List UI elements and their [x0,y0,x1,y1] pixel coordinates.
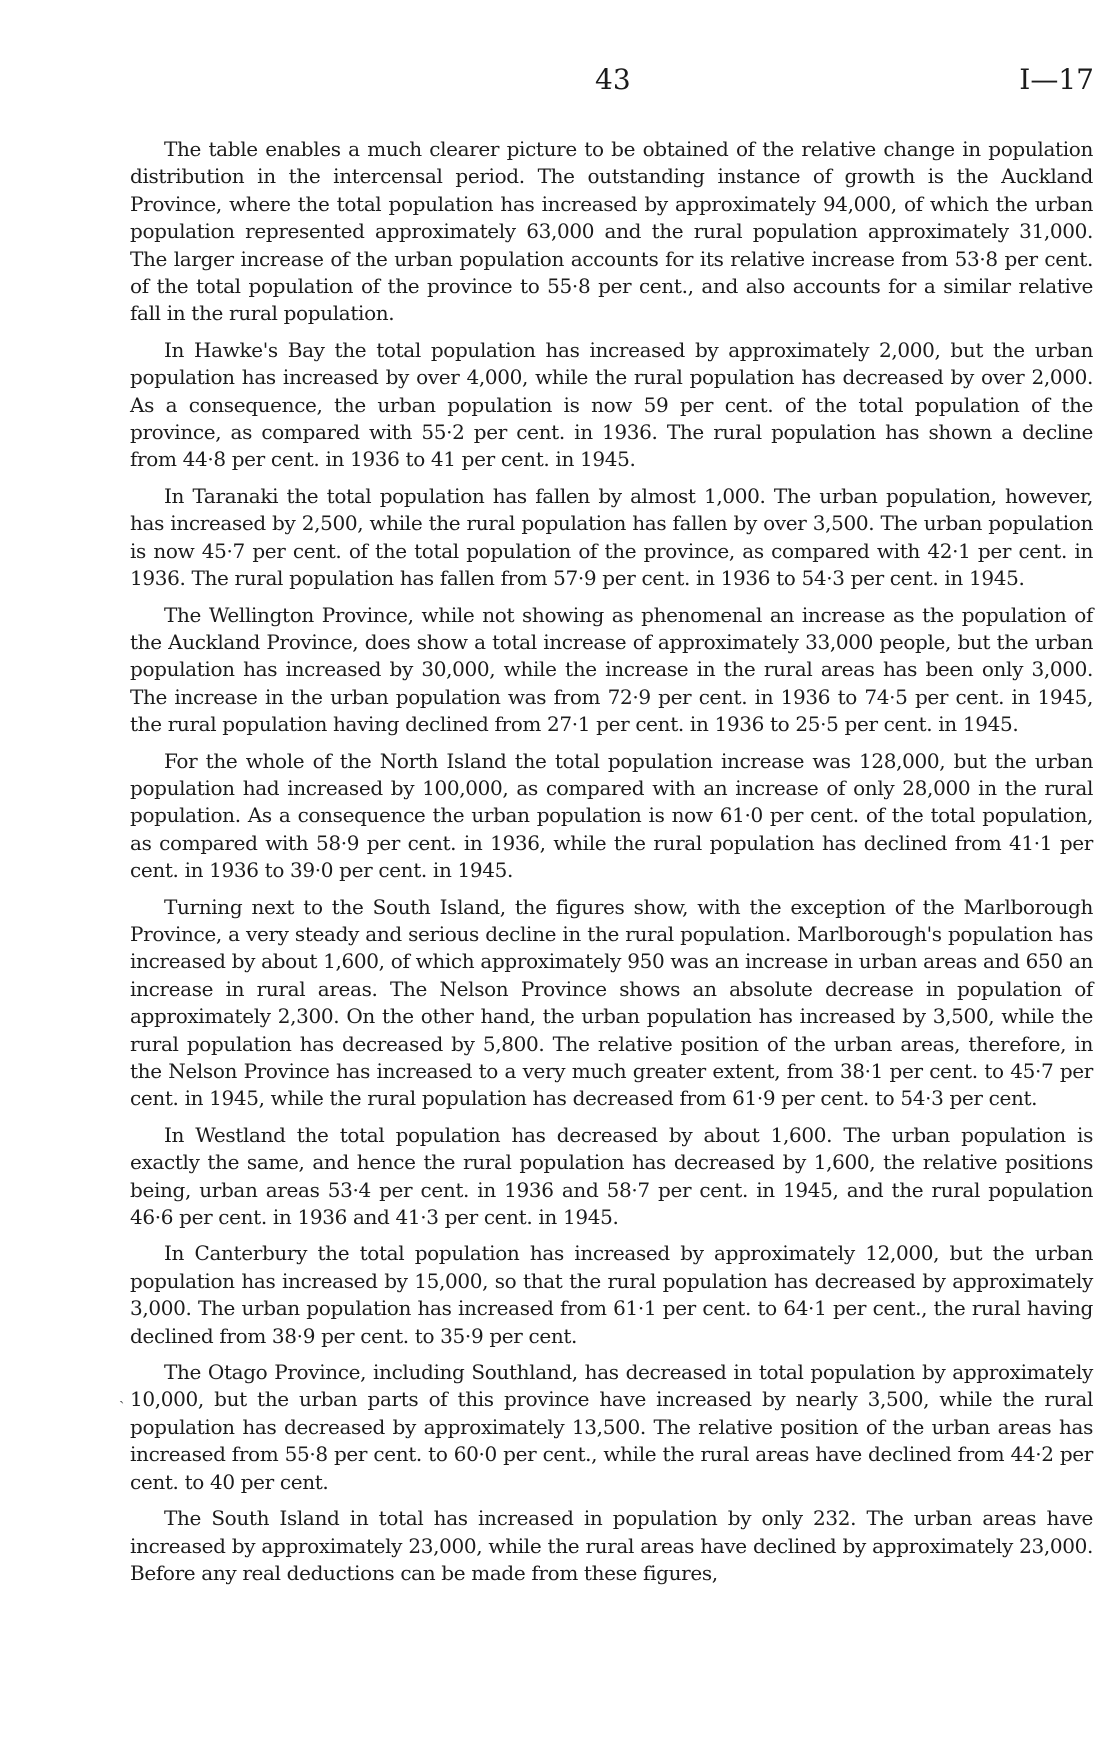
body-text [130,136,1093,1596]
paragraph-otago: The Otago Province, including Southland, has decreased in total population by approximately 10,000, but the urban parts of this province have increased by nearly 3,500, while the rural population has decreased by approximately 13,500. The relative position of the urban areas has increased from 55·8 per cent. to 60·0 per cent., while the rural areas have declined from 44·2 per cent. to 40 per cent. [130,1360,1093,1494]
paragraph-canterbury: In Canterbury the total population has increased by approximately 12,000, but the urban population has increased by 15,000, so that the rural population has decreased by approximately 3,000. The urban population has increased from 61·1 per cent. to 64·1 per cent., the rural having declined from 38·9 per cent. to 35·9 per cent. [130,1241,1093,1348]
paragraph-westland: In Westland the total population has decreased by about 1,600. The urban population is exactly the same, and hence the rural population has decreased by 1,600, the relative positions being, urban areas 53·4 per cent. in 1936 and 58·7 per cent. in 1945, and the rural population 46·6 per cent. in 1936 and 41·3 per cent. in 1945. [130,1122,1093,1230]
paragraph-south-island: Turning next to the South Island, the figures show, with the exception of the Marlborough Province, a very steady and serious decline in the rural population. Marlborough's population has increased by about 1,600, of which approximately 950 was an increase in urban areas and 650 an increase in rural areas. The Nelson Province shows an absolute decrease in population of approximately 2,300. On the other hand, the urban population has increased by 3,500, while the rural population has decreased by 5,800. The relative position of the urban areas, therefore, in the Nelson Province has increased to a very much greater extent, from 38·1 per cent. to 45·7 per cent. in 1945, while the rural population has decreased from 61·9 per cent. to 54·3 per cent. [130,894,1093,1111]
paragraph-auckland: The table enables a much clearer picture to be obtained of the relative change in population distribution in the intercensal period. The outstanding instance of growth is the Auckland Province, where the total population has increased by approximately 94,000, of which the urban population represented approximately 63,000 and the rural population approximately 31,000. The larger increase of the urban population accounts for its relative increase from 53·8 per cent. of the total population of the province to 55·8 per cent., and also accounts for a similar relative fall in the rural population. [130,137,1093,326]
paragraph-hawkes-bay: In Hawke's Bay the total population has increased by approximately 2,000, but the urban population has increased by over 4,000, while the rural population has decreased by over 2,000. As a consequence, the urban population is now 59 per cent. of the total population of the province, as compared with 55·2 per cent. in 1936. The rural population has shown a decline from 44·8 per cent. in 1936 to 41 per cent. in 1945. [130,337,1093,472]
margin-mark: ˎ [119,1385,125,1404]
document-reference: I—17 [1019,63,1094,96]
page-number: 43 [595,63,631,96]
paragraph-south-island-total: The South Island in total has increased in population by only 232. The urban areas have increased by approximately 23,000, while the rural areas have declined by approximately 23,000. Before any real deductions can be made from these figures, [130,1506,1093,1585]
paragraph-wellington: The Wellington Province, while not showing as phenomenal an increase as the population of the Auckland Province, does show a total increase of approximately 33,000 people, but the urban population has increased by 30,000, while the increase in the rural areas has been only 3,000. The increase in the urban population was from 72·9 per cent. in 1936 to 74·5 per cent. in 1945, the rural population having declined from 27·1 per cent. in 1936 to 25·5 per cent. in 1945. [130,602,1093,737]
paragraph-taranaki: In Taranaki the total population has fallen by almost 1,000. The urban population, however, has increased by 2,500, while the rural population has fallen by over 3,500. The urban population is now 45·7 per cent. of the total population of the province, as compared with 42·1 per cent. in 1936. The rural population has fallen from 57·9 per cent. in 1936 to 54·3 per cent. in 1945. [130,483,1093,591]
paragraph-north-island: For the whole of the North Island the total population increase was 128,000, but the urban population had increased by 100,000, as compared with an increase of only 28,000 in the rural population. As a consequence the urban population is now 61·0 per cent. of the total population, as compared with 58·9 per cent. in 1936, while the rural population has declined from 41·1 per cent. in 1936 to 39·0 per cent. in 1945. [130,748,1093,883]
page-header [0,60,1114,100]
